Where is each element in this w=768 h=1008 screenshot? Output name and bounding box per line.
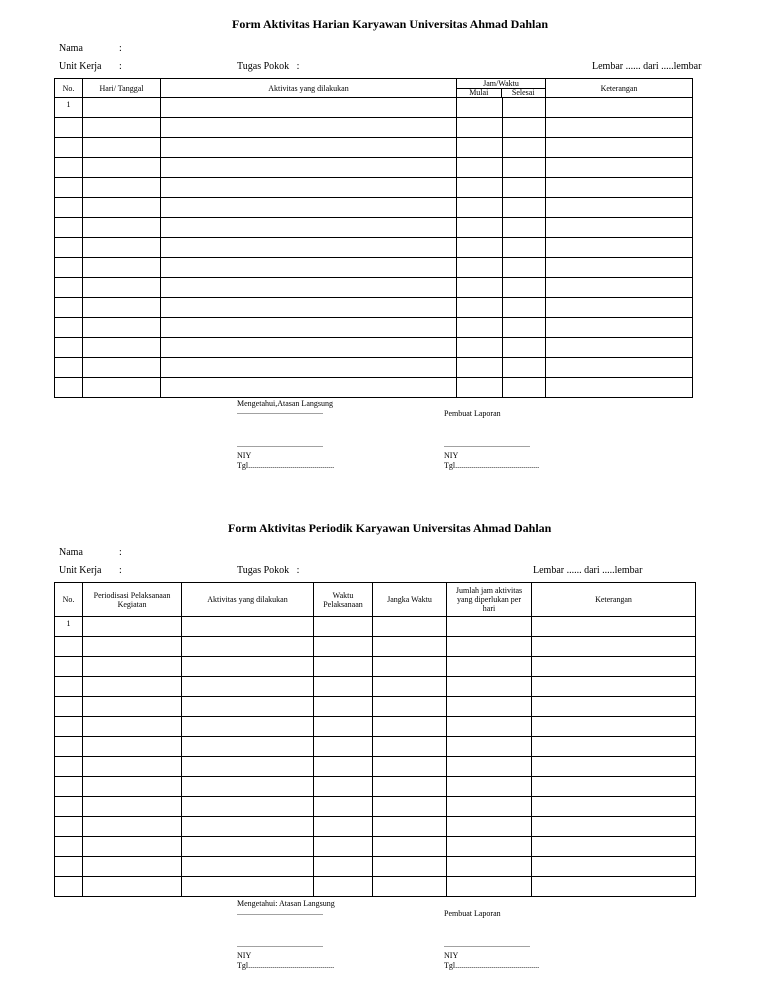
table-cell <box>161 338 457 358</box>
table-cell <box>83 717 182 737</box>
table-cell <box>161 358 457 378</box>
form1-pembuat-laporan: Pembuat Laporan <box>444 409 501 418</box>
form2-tugas-label: Tugas Pokok : <box>237 565 300 576</box>
header-mulai: Mulai <box>457 89 502 97</box>
table-row <box>55 757 696 777</box>
table-cell <box>83 877 182 897</box>
table-cell <box>373 617 447 637</box>
form1-tugas-label: Tugas Pokok : <box>237 61 300 72</box>
header-no: No. <box>55 79 83 98</box>
table-row <box>55 138 693 158</box>
table-cell <box>447 797 532 817</box>
row-number-cell: 1 <box>55 98 83 118</box>
row-number-cell <box>55 158 83 178</box>
table-cell <box>161 138 457 158</box>
table-cell <box>161 198 457 218</box>
table-cell <box>83 697 182 717</box>
row-number-cell <box>55 258 83 278</box>
table-cell <box>182 697 314 717</box>
form2-title: Form Aktivitas Periodik Karyawan Universitas Ahmad Dahlan <box>228 521 552 535</box>
table-cell <box>447 637 532 657</box>
table-cell <box>314 677 373 697</box>
table-cell <box>314 837 373 857</box>
row-number-cell <box>55 677 83 697</box>
header-jumlah-jam: Jumlah jam aktivitas yang diperlukan per hari <box>447 583 532 617</box>
row-number-cell <box>55 657 83 677</box>
table-row <box>55 98 693 118</box>
row-number-cell <box>55 338 83 358</box>
row-number-cell <box>55 198 83 218</box>
row-number-cell <box>55 238 83 258</box>
table-cell <box>532 857 696 877</box>
table-cell <box>373 817 447 837</box>
table-cell <box>532 697 696 717</box>
table-row <box>55 218 693 238</box>
table-cell <box>447 717 532 737</box>
form1-nama-label: Nama <box>59 43 83 54</box>
table-cell <box>546 218 693 238</box>
table-cell <box>161 158 457 178</box>
table-cell <box>161 258 457 278</box>
table-row <box>55 238 693 258</box>
table-cell <box>546 338 693 358</box>
table-cell <box>83 637 182 657</box>
table-cell <box>447 857 532 877</box>
table-row <box>55 258 693 278</box>
table-row <box>55 677 696 697</box>
header-aktivitas: Aktivitas yang dilakukan <box>182 583 314 617</box>
table-cell <box>83 238 161 258</box>
table-cell <box>161 178 457 198</box>
form1-unit-label: Unit Kerja <box>59 61 102 72</box>
table-row <box>55 198 693 218</box>
table-cell <box>83 837 182 857</box>
table-cell <box>161 278 457 298</box>
table-cell <box>182 717 314 737</box>
table-cell <box>503 358 546 378</box>
table-cell <box>546 258 693 278</box>
row-number-cell <box>55 218 83 238</box>
form1-unit-colon: : <box>119 61 122 72</box>
table-cell <box>373 857 447 877</box>
table-cell <box>546 358 693 378</box>
form2-sign-dots-right: ........................................... <box>444 940 530 949</box>
table-row <box>55 837 696 857</box>
form1-niy-left: NIY <box>237 451 252 460</box>
table-cell <box>182 657 314 677</box>
form1-tgl-left: Tgl........................................... <box>237 461 335 470</box>
form2-tgl-left: Tgl........................................... <box>237 961 335 970</box>
row-number-cell <box>55 138 83 158</box>
header-waktu-pelaksanaan: Waktu Pelaksanaan <box>314 583 373 617</box>
table-cell <box>373 757 447 777</box>
row-number-cell <box>55 697 83 717</box>
table-cell <box>83 797 182 817</box>
table-cell <box>83 657 182 677</box>
table-cell <box>457 318 503 338</box>
header-keterangan: Keterangan <box>532 583 696 617</box>
row-number-cell <box>55 797 83 817</box>
table-cell <box>83 378 161 398</box>
header-aktivitas: Aktivitas yang dilakukan <box>161 79 457 98</box>
table-cell <box>373 777 447 797</box>
table-cell <box>503 218 546 238</box>
table-cell <box>182 637 314 657</box>
table-cell <box>546 378 693 398</box>
table-cell <box>546 178 693 198</box>
table-cell <box>182 757 314 777</box>
table-cell <box>314 737 373 757</box>
table-cell <box>83 258 161 278</box>
table-cell <box>83 198 161 218</box>
table-cell <box>83 677 182 697</box>
table-cell <box>314 617 373 637</box>
table-cell <box>182 837 314 857</box>
table-cell <box>532 617 696 637</box>
table-row <box>55 637 696 657</box>
table-cell <box>161 318 457 338</box>
table-cell <box>532 817 696 837</box>
form1-title: Form Aktivitas Harian Karyawan Universitas Ahmad Dahlan <box>232 17 549 31</box>
table-cell <box>83 158 161 178</box>
table-cell <box>83 757 182 777</box>
table-cell <box>182 857 314 877</box>
table-cell <box>447 697 532 717</box>
table-cell <box>447 677 532 697</box>
header-periodisasi: Periodisasi Pelaksanaan Kegiatan <box>83 583 182 617</box>
header-selesai: Selesai <box>511 87 535 97</box>
table-row <box>55 118 693 138</box>
table-cell <box>546 278 693 298</box>
table-cell <box>373 717 447 737</box>
table-cell <box>314 637 373 657</box>
table-cell <box>83 118 161 138</box>
table-cell <box>314 757 373 777</box>
header-jam-waktu <box>457 79 546 98</box>
table-cell <box>314 797 373 817</box>
table-cell <box>314 717 373 737</box>
row-number-cell <box>55 777 83 797</box>
table-cell <box>161 378 457 398</box>
table-cell <box>373 637 447 657</box>
table-cell <box>546 318 693 338</box>
table-cell <box>457 298 503 318</box>
table-cell <box>447 877 532 897</box>
table-cell <box>373 837 447 857</box>
table-row <box>55 777 696 797</box>
daily-activity-table <box>54 78 693 398</box>
row-number-cell <box>55 178 83 198</box>
table-cell <box>83 617 182 637</box>
table-cell <box>532 837 696 857</box>
table-row <box>55 697 696 717</box>
header-jangka-waktu: Jangka Waktu <box>373 583 447 617</box>
table-cell <box>83 178 161 198</box>
table-cell <box>503 378 546 398</box>
header-no: No. <box>55 583 83 617</box>
form2-unit-label: Unit Kerja <box>59 565 102 576</box>
table-cell <box>83 857 182 877</box>
table-row <box>55 857 696 877</box>
row-number-cell <box>55 378 83 398</box>
table-cell <box>532 717 696 737</box>
table-cell <box>182 677 314 697</box>
form1-niy-right: NIY <box>444 451 459 460</box>
table-cell <box>546 238 693 258</box>
table-cell <box>546 118 693 138</box>
header-hari-tanggal: Hari/ Tanggal <box>83 79 161 98</box>
table-cell <box>532 777 696 797</box>
table-cell <box>546 138 693 158</box>
table-cell <box>457 238 503 258</box>
form1-nama-colon: : <box>119 43 122 54</box>
row-number-cell <box>55 857 83 877</box>
table-row <box>55 817 696 837</box>
table-cell <box>314 877 373 897</box>
table-row <box>55 338 693 358</box>
table-cell <box>373 877 447 897</box>
form2-sign-dots-left: ........................................... <box>237 940 323 949</box>
table-cell <box>503 98 546 118</box>
table-cell <box>182 777 314 797</box>
table-row <box>55 318 693 338</box>
table-cell <box>447 837 532 857</box>
table-cell <box>182 877 314 897</box>
form2-pembuat-laporan: Pembuat Laporan <box>444 909 501 918</box>
table-cell <box>503 138 546 158</box>
form2-mengetahui: Mengetahui: Atasan Langsung <box>237 899 335 908</box>
table-cell <box>503 118 546 138</box>
row-number-cell <box>55 877 83 897</box>
table-cell <box>182 797 314 817</box>
table-cell <box>182 817 314 837</box>
table-cell <box>83 218 161 238</box>
table-cell <box>373 657 447 677</box>
table-cell <box>532 757 696 777</box>
table-row <box>55 877 696 897</box>
table-cell <box>182 737 314 757</box>
table-cell <box>83 358 161 378</box>
table-cell <box>503 238 546 258</box>
table-cell <box>447 737 532 757</box>
table-cell <box>161 298 457 318</box>
table-cell <box>373 797 447 817</box>
form1-atasan-dots: ........................................... <box>237 407 323 416</box>
table-cell <box>532 797 696 817</box>
periodic-activity-table <box>54 582 696 897</box>
form2-niy-left: NIY <box>237 951 252 960</box>
table-cell <box>457 138 503 158</box>
form1-mengetahui: Mengetahui,Atasan Langsung <box>237 399 333 408</box>
form2-nama-colon: : <box>119 547 122 558</box>
table-cell <box>447 757 532 777</box>
form2-tgl-right: Tgl.......................................... <box>444 961 540 970</box>
table-row <box>55 378 693 398</box>
table-cell <box>314 817 373 837</box>
table-cell <box>314 777 373 797</box>
table-cell <box>314 657 373 677</box>
row-number-cell: 1 <box>55 617 83 637</box>
table-cell <box>457 338 503 358</box>
row-number-cell <box>55 837 83 857</box>
table-cell <box>503 198 546 218</box>
form2-lembar: Lembar ...... dari .....lembar <box>533 565 643 576</box>
table-header-row <box>55 583 696 617</box>
table-cell <box>457 358 503 378</box>
row-number-cell <box>55 817 83 837</box>
table-cell <box>457 178 503 198</box>
table-row <box>55 737 696 757</box>
table-cell <box>314 697 373 717</box>
table-cell <box>503 258 546 278</box>
table-row <box>55 358 693 378</box>
table-cell <box>503 298 546 318</box>
row-number-cell <box>55 737 83 757</box>
table-cell <box>447 817 532 837</box>
table-cell <box>314 857 373 877</box>
table-cell <box>83 338 161 358</box>
form1-sign-dots-right: ........................................... <box>444 440 530 449</box>
table-cell <box>83 98 161 118</box>
row-number-cell <box>55 757 83 777</box>
table-header-row <box>55 79 693 98</box>
table-row <box>55 158 693 178</box>
table-cell <box>83 298 161 318</box>
table-cell <box>83 737 182 757</box>
row-number-cell <box>55 358 83 378</box>
table-row <box>55 797 696 817</box>
table-row <box>55 657 696 677</box>
table-cell <box>161 118 457 138</box>
table-row <box>55 298 693 318</box>
table-cell <box>161 98 457 118</box>
table-cell <box>457 258 503 278</box>
table-cell <box>373 677 447 697</box>
table-cell <box>83 817 182 837</box>
table-cell <box>457 118 503 138</box>
form2-atasan-dots: ........................................... <box>237 908 323 917</box>
table-cell <box>503 278 546 298</box>
table-cell <box>546 198 693 218</box>
row-number-cell <box>55 318 83 338</box>
table-row <box>55 278 693 298</box>
table-cell <box>373 697 447 717</box>
table-cell <box>457 98 503 118</box>
table-cell <box>447 617 532 637</box>
table-row <box>55 178 693 198</box>
row-number-cell <box>55 637 83 657</box>
form2-niy-right: NIY <box>444 951 459 960</box>
table-cell <box>503 338 546 358</box>
table-cell <box>457 378 503 398</box>
table-cell <box>503 158 546 178</box>
table-cell <box>532 657 696 677</box>
table-cell <box>447 777 532 797</box>
form1-lembar: Lembar ...... dari .....lembar <box>592 61 702 72</box>
row-number-cell <box>55 118 83 138</box>
table-cell <box>457 198 503 218</box>
table-cell <box>83 318 161 338</box>
table-cell <box>83 278 161 298</box>
table-cell <box>83 138 161 158</box>
table-row <box>55 617 696 637</box>
table-cell <box>161 238 457 258</box>
header-jam-waktu-label: Jam/Waktu <box>483 78 519 88</box>
table-cell <box>546 158 693 178</box>
table-cell <box>83 777 182 797</box>
form1-sign-dots-left: ........................................... <box>237 440 323 449</box>
table-cell <box>457 158 503 178</box>
table-cell <box>532 737 696 757</box>
table-row <box>55 717 696 737</box>
form1-tgl-right: Tgl.......................................... <box>444 461 540 470</box>
table-cell <box>532 637 696 657</box>
table-cell <box>546 98 693 118</box>
table-cell <box>182 617 314 637</box>
row-number-cell <box>55 278 83 298</box>
table-cell <box>503 318 546 338</box>
table-cell <box>161 218 457 238</box>
form2-nama-label: Nama <box>59 547 83 558</box>
table-cell <box>447 657 532 677</box>
header-keterangan: Keterangan <box>546 79 693 98</box>
form2-unit-colon: : <box>119 565 122 576</box>
table-cell <box>546 298 693 318</box>
table-cell <box>532 677 696 697</box>
table-cell <box>503 178 546 198</box>
table-cell <box>457 218 503 238</box>
table-cell <box>457 278 503 298</box>
table-cell <box>373 737 447 757</box>
table-cell <box>532 877 696 897</box>
row-number-cell <box>55 298 83 318</box>
row-number-cell <box>55 717 83 737</box>
